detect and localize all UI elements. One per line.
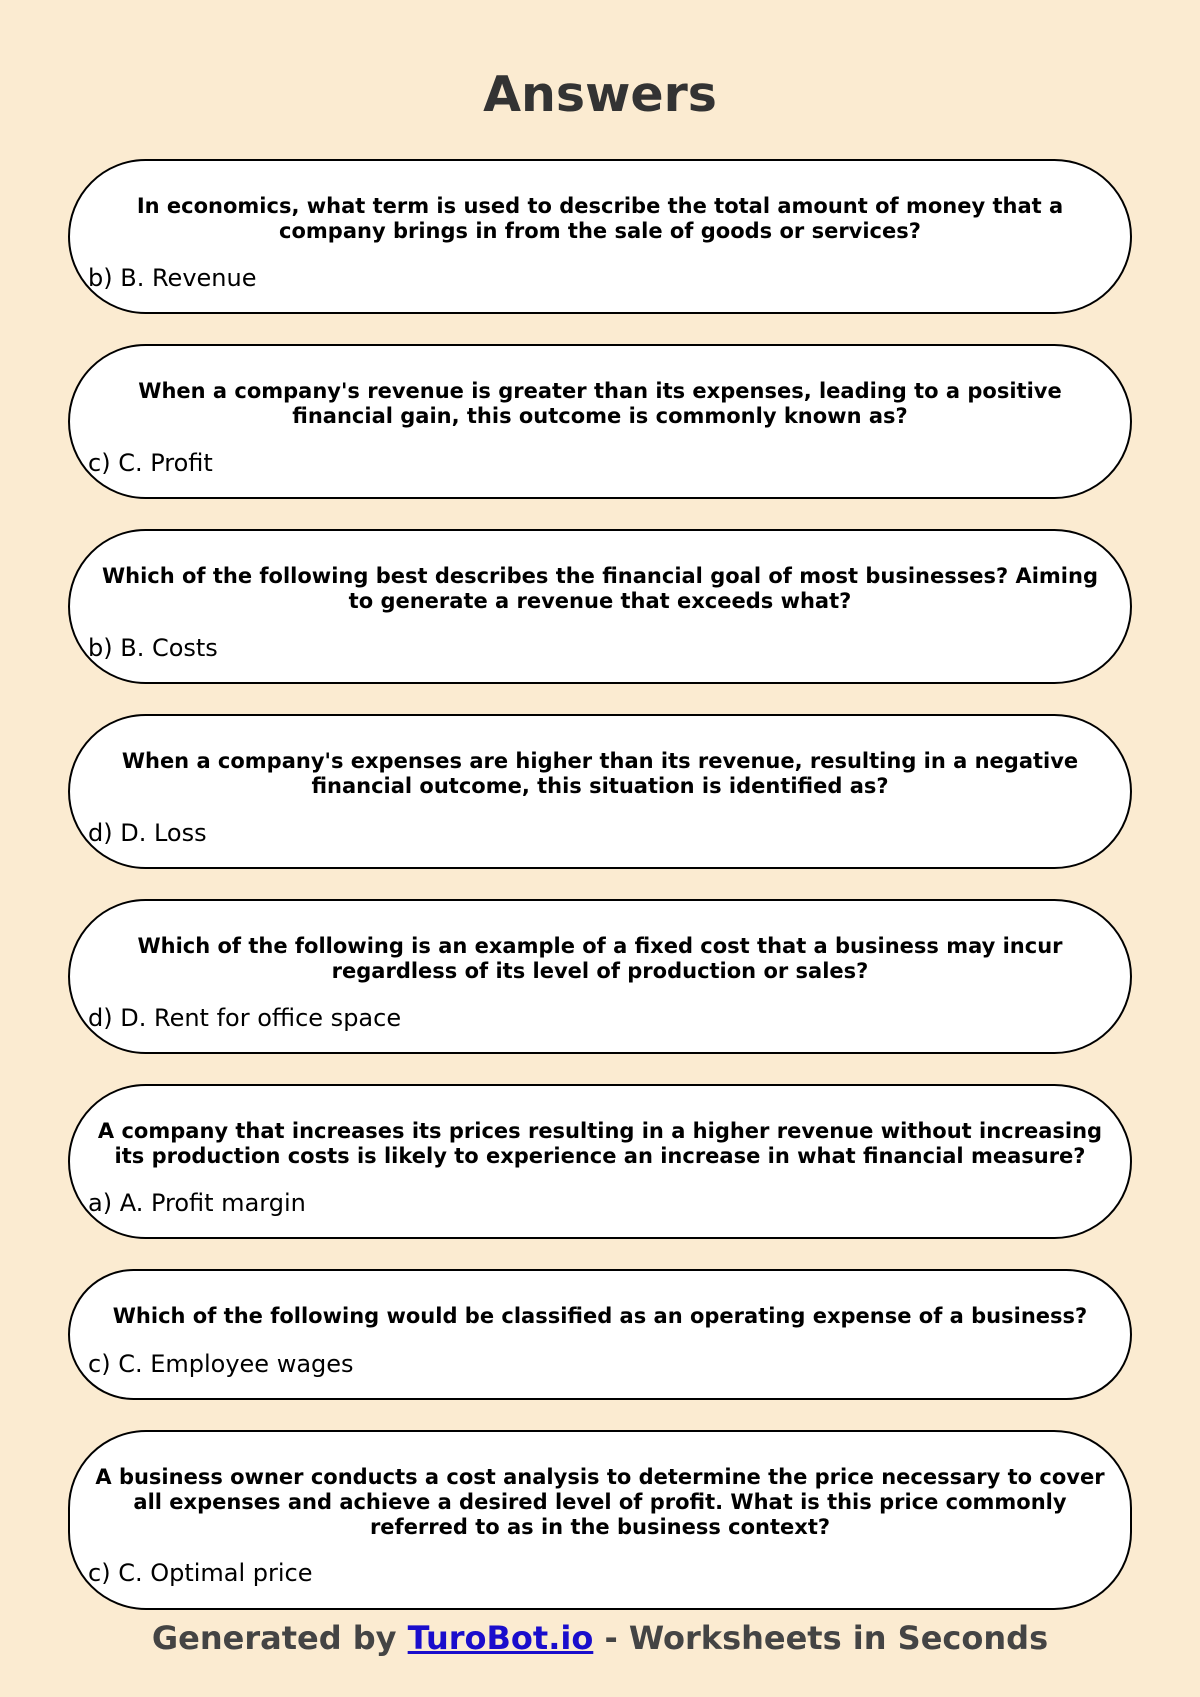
answer-text: d) D. Loss	[88, 819, 207, 847]
answer-card-8	[68, 1430, 1132, 1610]
question-text: A business owner conducts a cost analysis to determine the price necessary to cover all expenses and achieve a desired level of profit. What is this price commonly referred to as in the business context?	[95, 1465, 1105, 1539]
question-text: When a company's revenue is greater than its expenses, leading to a positive financial gain, this outcome is commonly known as?	[138, 379, 1062, 428]
turobot-link[interactable]: TuroBot.io	[407, 1619, 594, 1657]
question-text: When a company's expenses are higher than its revenue, resulting in a negative financial outcome, this situation is identified as?	[121, 749, 1079, 798]
answer-card-7	[68, 1269, 1132, 1400]
answer-card-5	[68, 899, 1132, 1054]
answer-text: c) C. Employee wages	[88, 1350, 354, 1378]
answer-text: a) A. Profit margin	[88, 1189, 306, 1217]
question-text: A company that increases its prices resulting in a higher revenue without increasing its production costs is likely to experience an increase in what financial measure?	[97, 1119, 1103, 1168]
question-text: Which of the following is an example of a fixed cost that a business may incur regardless of its level of production or sales?	[137, 934, 1063, 983]
question-text: Which of the following best describes the financial goal of most businesses? Aiming to generate a revenue that exceeds what?	[101, 564, 1098, 613]
footer-prefix: Generated by	[151, 1619, 408, 1657]
answer-card-4	[68, 714, 1132, 869]
answer-text: b) B. Costs	[88, 634, 218, 662]
answer-card-1	[68, 159, 1132, 314]
answer-text: d) D. Rent for office space	[88, 1004, 402, 1032]
page-title: Answers	[483, 66, 717, 123]
answer-card-2	[68, 344, 1132, 499]
answer-text: b) B. Revenue	[88, 264, 257, 292]
question-text: In economics, what term is used to describe the total amount of money that a company brings in from the sale of goods or services?	[136, 194, 1064, 243]
answer-card-6	[68, 1084, 1132, 1239]
question-text: Which of the following would be classified as an operating expense of a business?	[112, 1304, 1088, 1328]
footer	[0, 1618, 1200, 1658]
answer-text: c) C. Profit	[88, 449, 213, 477]
answer-text: c) C. Optimal price	[88, 1559, 313, 1587]
answer-card-3	[68, 529, 1132, 684]
footer-suffix: - Worksheets in Seconds	[593, 1619, 1049, 1657]
